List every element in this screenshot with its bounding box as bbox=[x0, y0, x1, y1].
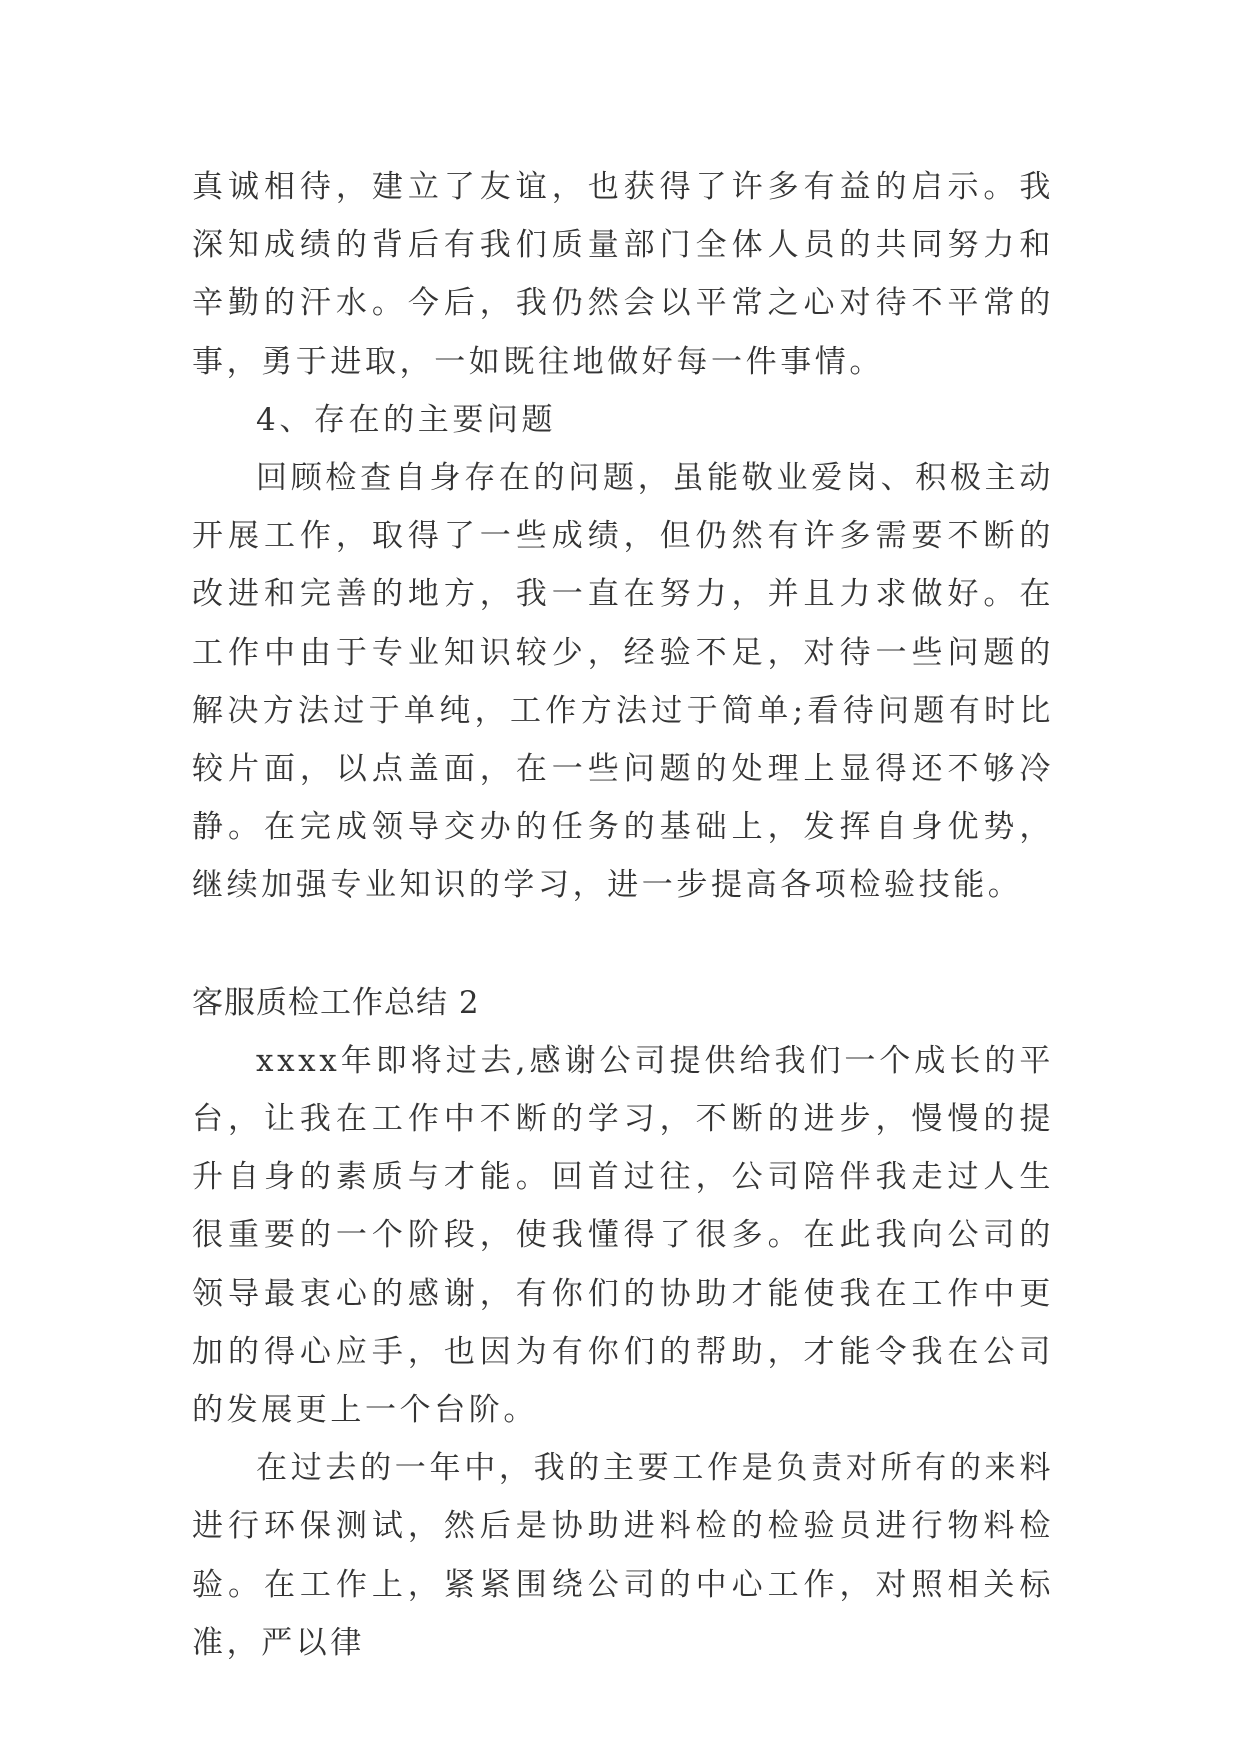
paragraph-main-work: 在过去的一年中，我的主要工作是负责对所有的来料进行环保测试，然后是协助进料检的检验员进行物料检验。在工作上，紧紧围绕公司的中心工作，对照相关标准，严以律 bbox=[192, 1450, 1054, 1661]
section-title: 客服质检工作总结 2 bbox=[192, 984, 480, 1021]
paragraph-intro: xxxx年即将过去,感谢公司提供给我们一个成长的平台，让我在工作中不断的学习，不断的进步，慢慢的提升自身的素质与才能。回首过往，公司陪伴我走过人生很重要的一个阶段，使我懂得了很多。在此我向公司的领导最衷心的感谢，有你们的协助才能使我在工作中更加的得心应手，也因为有你们的帮助，才能令我在公司的发展更上一个台阶。 bbox=[192, 1042, 1054, 1429]
paragraph-problems: 回顾检查自身存在的问题，虽能敬业爱岗、积极主动开展工作，取得了一些成绩，但仍然有许多需要不断的改进和完善的地方，我一直在努力，并且力求做好。在工作中由于专业知识较少，经验不足，对待一些问题的解决方法过于单纯，工作方法过于简单;看待问题有时比较片面，以点盖面，在一些问题的处理上显得还不够冷静。在完成领导交办的任务的基础上，发挥自身优势，继续加强专业知识的学习，进一步提高各项检验技能。 bbox=[192, 460, 1054, 904]
paragraph-continuation: 真诚相待，建立了友谊，也获得了许多有益的启示。我深知成绩的背后有我们质量部门全体人员的共同努力和辛勤的汗水。今后，我仍然会以平常之心对待不平常的事，勇于进取，一如既往地做好每一件事情。 bbox=[192, 169, 1054, 380]
document-body bbox=[192, 158, 1054, 1672]
subheading-main-problems: 4、存在的主要问题 bbox=[256, 401, 557, 438]
